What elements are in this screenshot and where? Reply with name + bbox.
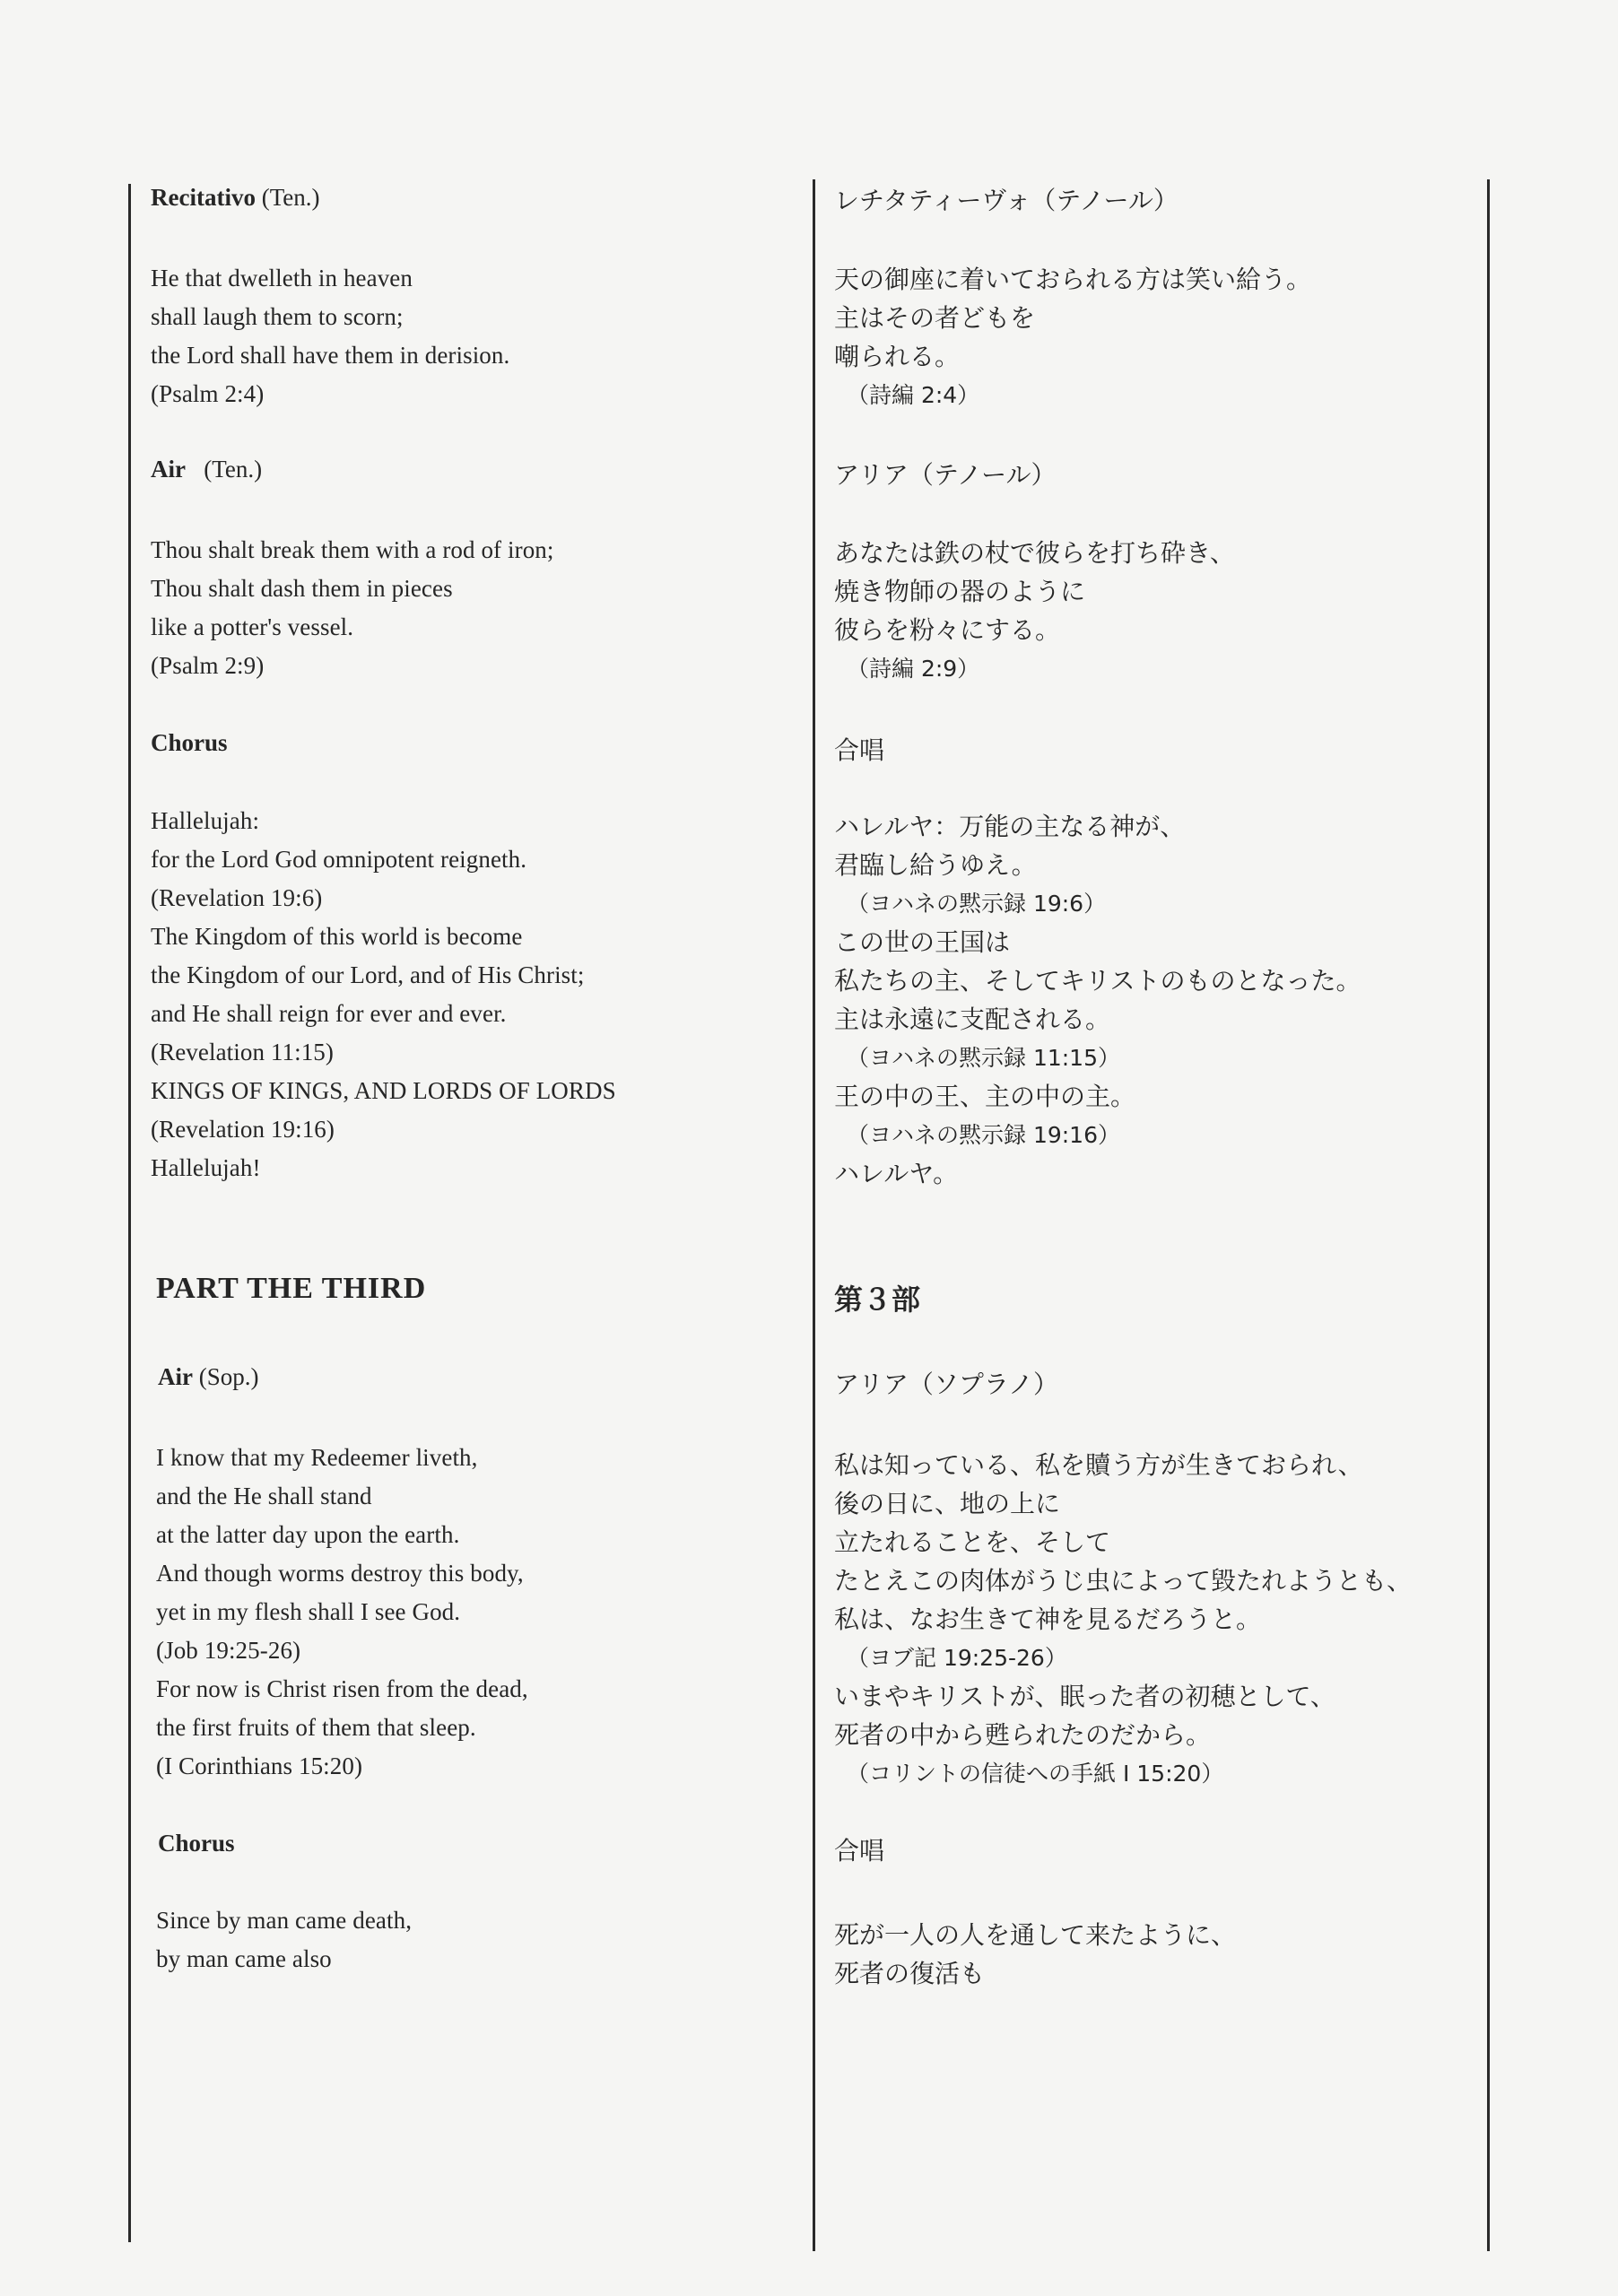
air-line-en: I know that my Redeemer liveth, (156, 1444, 478, 1471)
chorus-line-en: the Kingdom of our Lord, and of His Christ; (151, 961, 585, 988)
air-line-en: like a potter's vessel. (151, 613, 354, 640)
air-line-en: For now is Christ risen from the dead, (156, 1675, 528, 1702)
air-line-ja: 彼らを粉々にする。 (834, 615, 1061, 645)
chorus-line-en: and He shall reign for ever and ever. (151, 1000, 507, 1027)
chorus-line-en: by man came also (156, 1945, 332, 1972)
recitativo-line-ja: 主はその者どもを (834, 303, 1036, 333)
air-line-ja: 私は、なお生きて神を見るだろうと。 (834, 1605, 1262, 1634)
air-line-en: Thou shalt dash them in pieces (151, 575, 453, 602)
scripture-citation-ja: （ヨハネの黙示録 19:6） (847, 891, 1107, 917)
air-line-en: and the He shall stand (156, 1483, 372, 1509)
recitativo-line-en: the Lord shall have them in derision. (151, 342, 510, 369)
chorus-line-en: The Kingdom of this world is become (151, 923, 523, 950)
chorus-line-ja: ハレルヤ：万能の主なる神が、 (834, 812, 1186, 841)
left-margin-rule (128, 184, 131, 2242)
scripture-citation-en: (Revelation 19:16) (151, 1116, 335, 1143)
air-line-ja: たとえこの肉体がうじ虫によって毀たれようとも、 (834, 1566, 1413, 1596)
air-line-en: the first fruits of them that sleep. (156, 1714, 476, 1741)
air-line-en: yet in my flesh shall I see God. (156, 1598, 461, 1625)
scripture-citation-en: (I Corinthians 15:20) (156, 1752, 363, 1779)
air-line-ja: あなたは鉄の杖で彼らを打ち砕き、 (834, 538, 1235, 568)
scripture-citation-en: (Psalm 2:9) (151, 652, 265, 679)
air-line-ja: いまやキリストが、眠った者の初穂として、 (834, 1682, 1335, 1711)
scripture-citation-ja: （詩編 2:4） (847, 382, 980, 408)
chorus-line-ja: 君臨し給うゆえ。 (834, 850, 1037, 880)
chorus-line-ja: 死者の復活も (834, 1959, 986, 1988)
chorus-line-ja: ハレルヤ。 (834, 1159, 959, 1188)
chorus-heading-ja: 合唱 (834, 735, 885, 765)
center-column-rule (813, 179, 815, 2251)
scripture-citation-en: (Revelation 19:6) (151, 884, 323, 911)
scripture-citation-ja: （ヨハネの黙示録 11:15） (847, 1045, 1120, 1071)
air-line-ja: 死者の中から甦られたのだから。 (834, 1720, 1212, 1750)
scripture-citation-ja: （詩編 2:9） (847, 656, 980, 682)
air-line-ja: 焼き物師の器のように (834, 577, 1086, 606)
recitativo-line-ja: 天の御座に着いておられる方は笑い給う。 (834, 265, 1312, 294)
chorus-heading-ja: 合唱 (834, 1836, 885, 1866)
chorus-line-en: for the Lord God omnipotent reigneth. (151, 846, 527, 873)
scripture-citation-ja: （コリントの信徒への手紙 I 15:20） (847, 1761, 1224, 1787)
chorus-line-en: Hallelujah: (151, 807, 260, 834)
air-heading-ja: アリア（ソプラノ） (834, 1370, 1059, 1399)
scripture-citation-ja: （ヨハネの黙示録 19:16） (847, 1122, 1120, 1148)
scripture-citation-en: (Revelation 11:15) (151, 1039, 334, 1065)
air-heading-ja: アリア（テノール） (834, 460, 1057, 490)
recitativo-line-en: He that dwelleth in heaven (151, 265, 413, 291)
air-line-en: And though worms destroy this body, (156, 1560, 524, 1587)
recitativo-line-en: shall laugh them to scorn; (151, 303, 404, 330)
air-heading-en: Air (Ten.) (151, 456, 263, 483)
air-line-en: at the latter day upon the earth. (156, 1521, 460, 1548)
recitativo-heading-en: Recitativo (Ten.) (151, 184, 320, 211)
chorus-line-en: Hallelujah! (151, 1154, 261, 1181)
chorus-line-ja: 死が一人の人を通して来たように、 (834, 1920, 1237, 1950)
chorus-line-en: Since by man came death, (156, 1907, 413, 1934)
air-line-ja: 立たれることを、そして (834, 1527, 1111, 1557)
recitativo-heading-ja: レチタティーヴォ（テノール） (834, 186, 1179, 215)
chorus-line-ja: この世の王国は (834, 927, 1011, 957)
scripture-citation-ja: （ヨブ記 19:25-26） (847, 1645, 1067, 1671)
chorus-line-ja: 主は永遠に支配される。 (834, 1004, 1111, 1034)
recitativo-line-ja: 嘲られる。 (834, 342, 961, 371)
chorus-line-ja: 王の中の王、主の中の主。 (834, 1082, 1136, 1111)
part-title-en: PART THE THIRD (156, 1272, 427, 1305)
chorus-heading-en: Chorus (158, 1830, 235, 1857)
right-margin-rule (1487, 179, 1490, 2251)
air-heading-en: Air (Sop.) (158, 1363, 259, 1390)
air-line-en: Thou shalt break them with a rod of iron; (151, 536, 554, 563)
scripture-citation-en: (Psalm 2:4) (151, 380, 265, 407)
chorus-heading-en: Chorus (151, 729, 228, 756)
part-title-ja: 第３部 (834, 1283, 921, 1317)
chorus-line-ja: 私たちの主、そしてキリストのものとなった。 (834, 966, 1361, 996)
chorus-line-en: KINGS OF KINGS, AND LORDS OF LORDS (151, 1077, 616, 1104)
air-line-ja: 私は知っている、私を贖う方が生きておられ、 (834, 1450, 1363, 1480)
scripture-citation-en: (Job 19:25-26) (156, 1637, 301, 1664)
air-line-ja: 後の日に、地の上に (834, 1489, 1061, 1518)
